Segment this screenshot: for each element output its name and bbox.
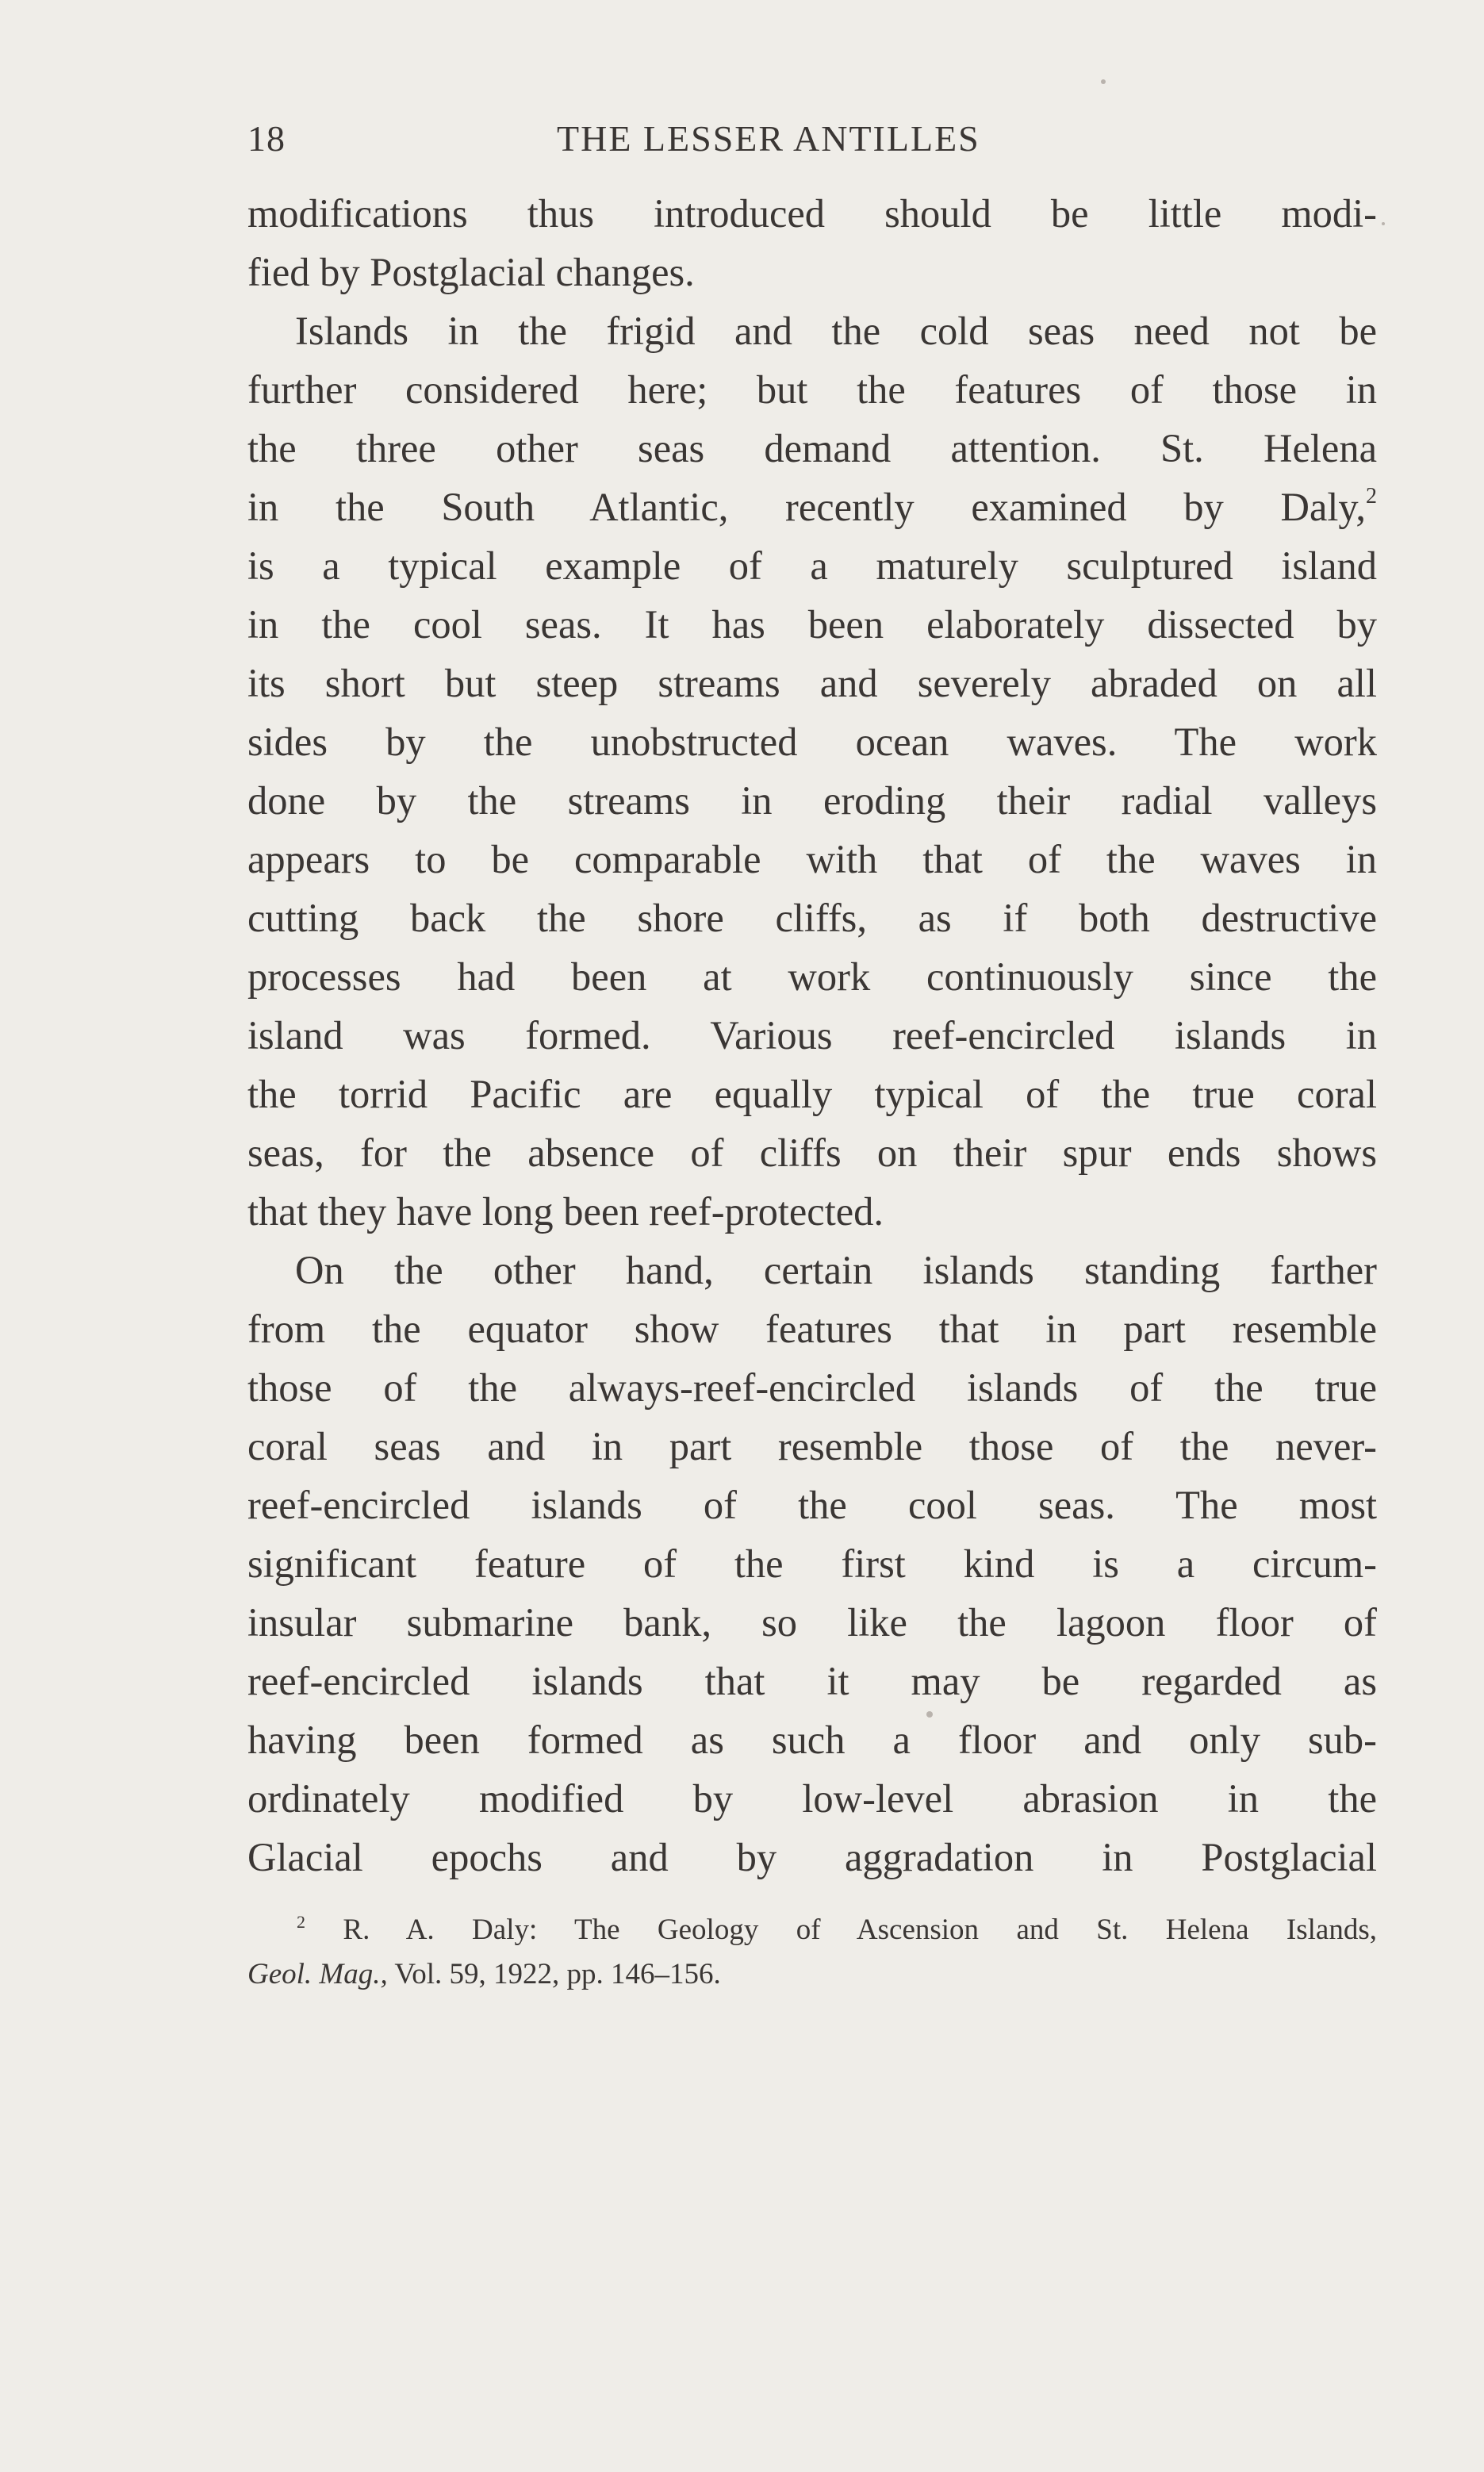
paper-speck xyxy=(926,1711,933,1718)
footnote-line xyxy=(247,1908,1377,1952)
text-line: On the other hand, certain islands standing farther xyxy=(295,1248,1377,1292)
footnote-details: Vol. 59, 1922, pp. 146–156. xyxy=(387,1958,721,1990)
text-line: reef-encircled islands that it may be regarded as xyxy=(247,1659,1377,1703)
text-line: island was formed. Various reef-encircled islands in xyxy=(247,1013,1377,1058)
text-line: its short but steep streams and severely abraded on all xyxy=(247,661,1377,705)
text-line: significant feature of the first kind is a circum- xyxy=(247,1541,1377,1586)
text-line: modifications thus introduced should be little modi- xyxy=(247,191,1377,236)
text-line: Islands in the frigid and the cold seas need not be xyxy=(295,309,1377,353)
text-line: fied by Postglacial changes. xyxy=(247,250,695,294)
footnote-journal: Geol. Mag., xyxy=(247,1958,388,1990)
running-head xyxy=(247,117,1377,165)
text-line: processes had been at work continuously since the xyxy=(247,954,1377,999)
text-line: coral seas and in part resemble those of the never- xyxy=(247,1424,1377,1468)
text-line: those of the always-reef-encircled islands of the true xyxy=(247,1365,1377,1410)
text-line: insular submarine bank, so like the lagoon floor of xyxy=(247,1600,1377,1645)
paper-speck xyxy=(1101,79,1106,84)
text-line: seas, for the absence of cliffs on their spur ends shows xyxy=(247,1130,1377,1175)
text-line: further considered here; but the features of those in xyxy=(247,367,1377,412)
text-line: is a typical example of a maturely sculptured island xyxy=(247,543,1377,588)
footnote-reference: 2 xyxy=(1366,484,1377,509)
text-line: in the South Atlantic, recently examined by Daly, xyxy=(247,485,1366,529)
text-line: cutting back the shore cliffs, as if both destructive xyxy=(247,896,1377,940)
text-line: in the cool seas. It has been elaborately dissected by xyxy=(247,602,1377,647)
text-line: Glacial epochs and by aggradation in Postglacial xyxy=(247,1835,1377,1879)
text-line: from the equator show features that in part resemble xyxy=(247,1307,1377,1351)
footnote xyxy=(247,1908,1377,1997)
body-text xyxy=(247,184,1377,1887)
running-title: THE LESSER ANTILLES xyxy=(557,118,980,159)
text-line: appears to be comparable with that of the waves in xyxy=(247,837,1377,881)
text-line: that they have long been reef-protected. xyxy=(247,1189,884,1234)
text-line: ordinately modified by low-level abrasion in the xyxy=(247,1776,1377,1821)
page-number: 18 xyxy=(247,118,286,159)
footnote-marker: 2 xyxy=(297,1912,305,1932)
paper-speck xyxy=(1382,222,1385,225)
text-line: having been formed as such a floor and only sub- xyxy=(247,1718,1377,1762)
text-line: done by the streams in eroding their radial valleys xyxy=(247,778,1377,823)
text-line: sides by the unobstructed ocean waves. The work xyxy=(247,720,1377,764)
text-line: reef-encircled islands of the cool seas. The most xyxy=(247,1483,1377,1527)
text-line: the torrid Pacific are equally typical of the true coral xyxy=(247,1072,1377,1116)
text-line-with-footnote-ref xyxy=(247,478,1377,536)
footnote-line xyxy=(247,1952,1377,1997)
text-line: the three other seas demand attention. St. Helena xyxy=(247,426,1377,470)
footnote-citation: R. A. Daly: The Geology of Ascension and St. Helena Islands, xyxy=(343,1913,1377,1946)
